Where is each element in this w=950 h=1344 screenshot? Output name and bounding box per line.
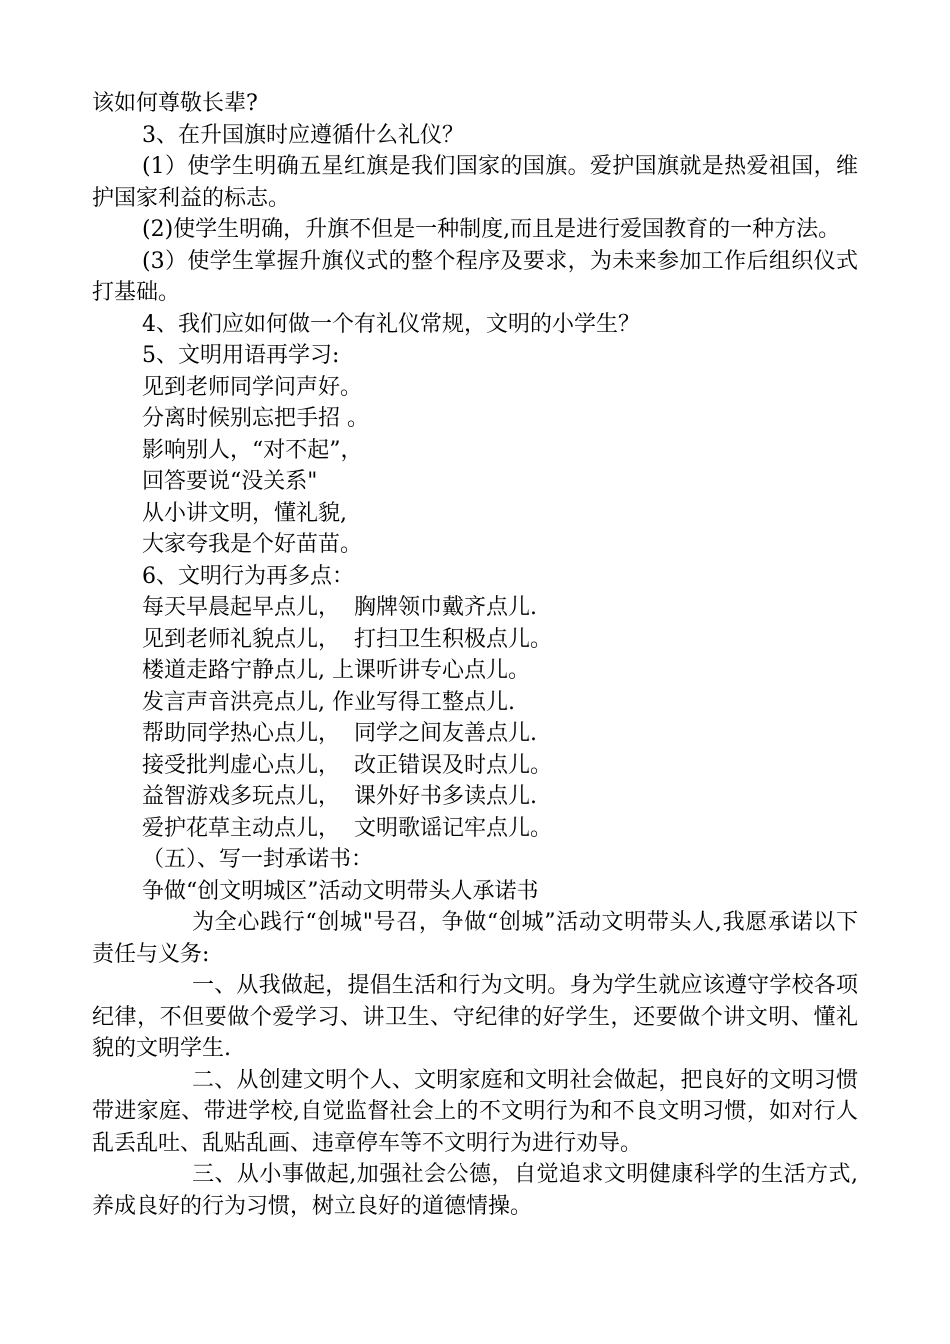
verse-line: 影响别人，“对不起”， [142,437,363,463]
document-body [92,88,858,1222]
verse-line: 分离时候别忘把手招 。 [142,406,369,431]
verse-line: 见到老师同学问声好。 [142,374,363,400]
paragraph: 该如何尊敬长辈? [92,91,258,116]
section-heading: 6、文明行为再多点： [142,563,354,589]
pledge-paragraph: 三、从小事做起,加强社会公德，自觉追求文明健康科学的生活方式,养成良好的行为习惯，树立良好的道德情操。 [92,1162,858,1219]
paragraph: (1）使学生明确五星红旗是我们国家的国旗。爱护国旗就是热爱祖国，维护国家利益的标志。 [92,154,858,211]
verse-line: 接受批判虚心点儿， 改正错误及时点儿。 [142,752,552,778]
question-heading: 4、我们应如何做一个有礼仪常规，文明的小学生？ [142,311,640,337]
section-heading: （五）、写一封承诺书： [142,847,374,872]
verse-line: 大家夸我是个好苗苗。 [142,532,363,557]
paragraph: (3）使学生掌握升旗仪式的整个程序及要求，为未来参加工作后组织仪式打基础。 [92,248,858,305]
verse-line: 爱护花草主动点儿， 文明歌谣记牢点儿。 [142,815,552,841]
question-heading: 3、在升国旗时应遵循什么礼仪？ [142,122,464,148]
pledge-paragraph: 二、从创建文明个人、文明家庭和文明社会做起，把良好的文明习惯带进家庭、带进学校,自觉监督社会上的不文明行为和不良文明习惯，如对行人乱丢乱吐、乱贴乱画、违章停车等不文明行为进行劝导。 [92,1067,858,1156]
verse-line: 见到老师礼貌点儿， 打扫卫生积极点儿。 [142,626,552,652]
paragraph: (2)使学生明确，升旗不但是一种制度,而且是进行爱国教育的一种方法。 [142,217,841,242]
verse-line: 回答要说“没关系" [142,469,318,494]
pledge-paragraph: 一、从我做起，提倡生活和行为文明。身为学生就应该遵守学校各项纪律，不但要做个爱学习、讲卫生、守纪律的好学生，还要做个讲文明、懂礼貌的文明学生. [92,973,858,1061]
verse-line: 楼道走路宁静点儿, 上课听讲专心点儿。 [142,658,530,683]
verse-line: 从小讲文明，懂礼貌, [142,500,347,526]
verse-line: 发言声音洪亮点儿, 作业写得工整点儿. [142,689,515,715]
verse-line: 帮助同学热心点儿， 同学之间友善点儿. [142,721,537,746]
section-heading: 5、文明用语再学习: [142,343,340,368]
verse-line: 益智游戏多玩点儿， 课外好书多读点儿. [142,784,537,809]
pledge-paragraph: 为全心践行“创城"号召，争做“创城”活动文明带头人,我愿承诺以下责任与义务: [92,910,858,967]
verse-line: 每天早晨起早点儿， 胸牌领巾戴齐点儿. [142,595,537,620]
pledge-title: 争做“创文明城区”活动文明带头人承诺书 [142,878,539,904]
